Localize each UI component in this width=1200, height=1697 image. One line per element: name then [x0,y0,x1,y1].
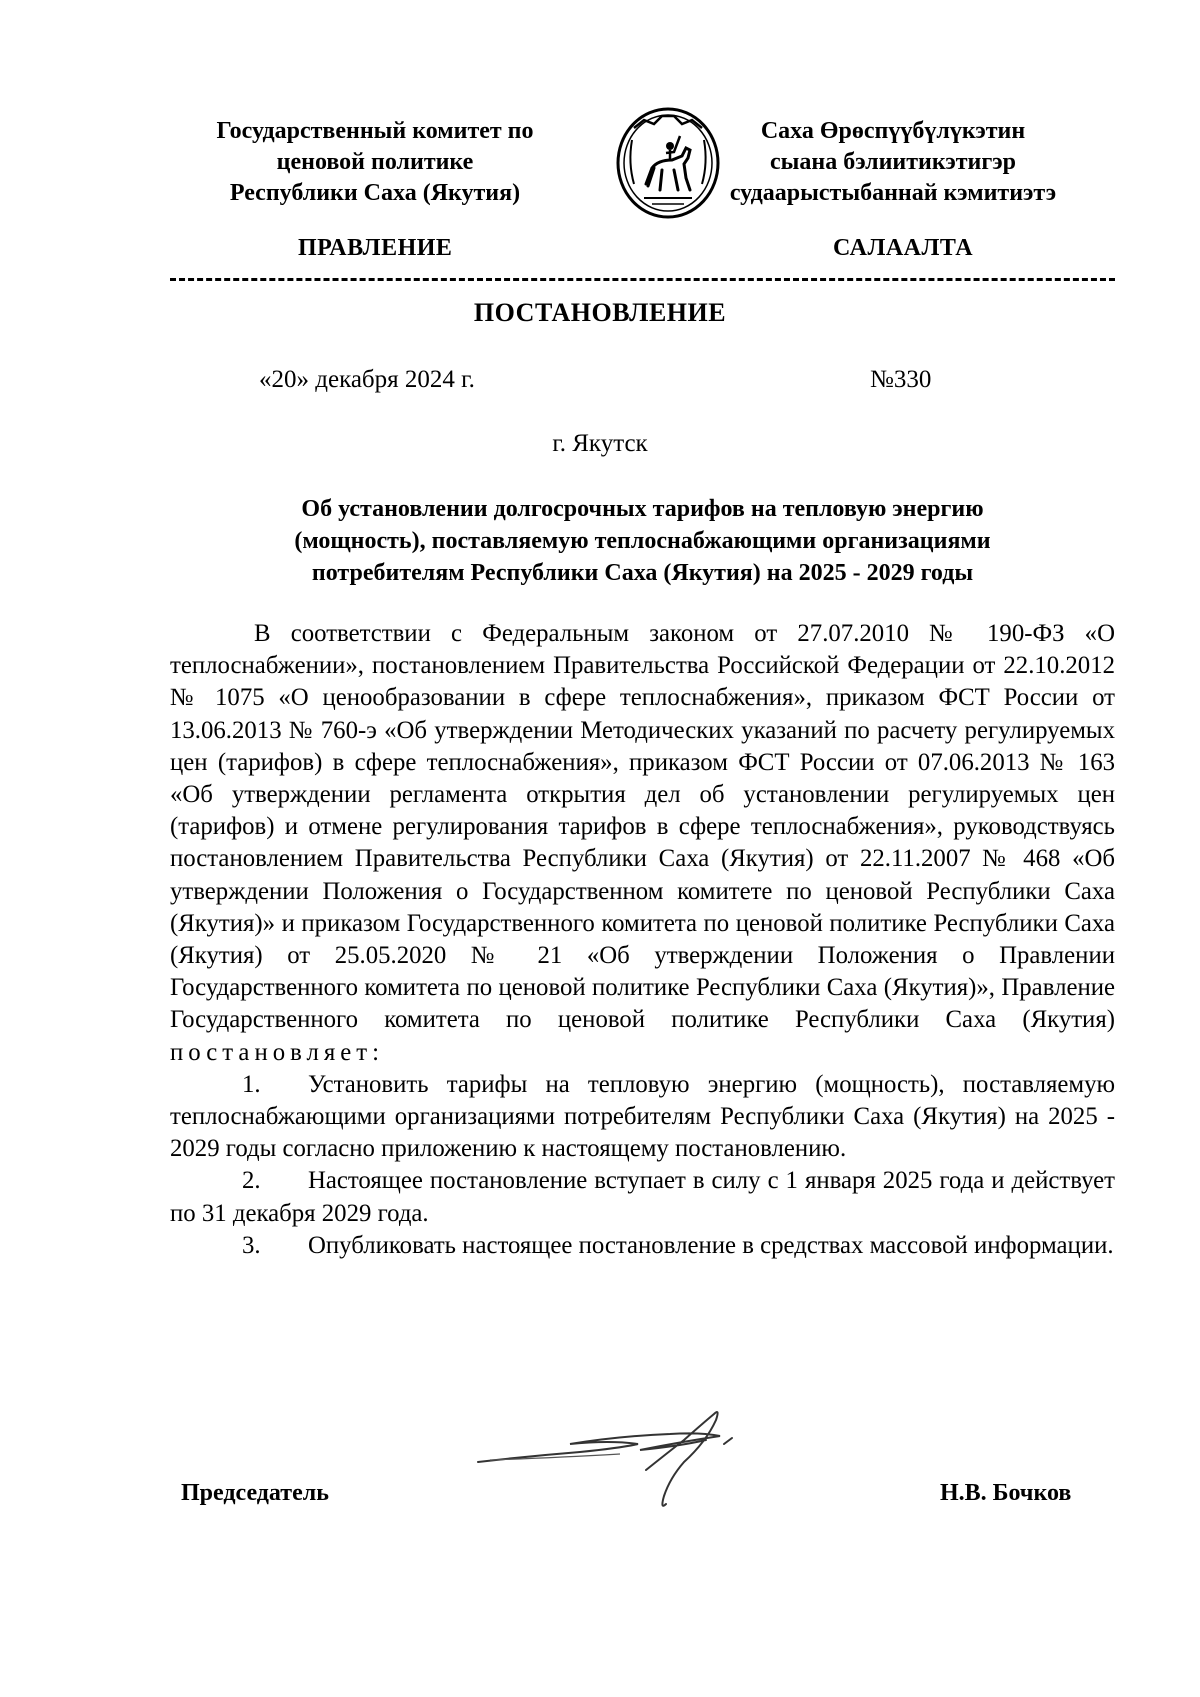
signatory-name: Н.В. Бочков [940,1480,1072,1506]
document-body [170,618,1115,1262]
issuer-sah-line-1: Саха Өрөспүүбүлүкэтин [760,118,1026,144]
dashed-divider [170,278,1115,281]
subject-line-3: потребителям Республики Саха (Якутия) на 2025 - 2029 годы [311,560,974,586]
decree-word: постановляет: [170,1038,384,1066]
issuer-name-russian [180,116,570,209]
board-label-yakut: САЛААЛТА [833,235,974,261]
resolution-item [170,1069,1115,1166]
coat-of-arms-icon [614,106,722,220]
preamble-text: В соответствии с Федеральным законом от 27.07.2010 № 190-ФЗ «О теплоснабжении», постановлением Правительства Российской Федерации от 22.10.2012 № 1075 «О ценообразовании в сфере теплоснабжения», приказом ФСТ России от 13.06.2013 № 760-э «Об утверждении Методических указаний по расчету регулируемых цен (тарифов) в сфере теплоснабжения», приказом ФСТ России от 07.06.2013 № 163 «Об утверждении регламента открытия дел об установлении регулируемых цен (тарифов) и отмене регулирования тарифов в сфере теплоснабжения», руководствуясь постановлением Правительства Республики Саха (Якутия) от 22.11.2007 № 468 «Об утверждении Положения о Государственном комитете по ценовой Республики Саха (Якутия)» и приказом Государственного комитета по ценовой политике Республики Саха (Якутия) от 25.05.2020 № 21 «Об утверждении Положения о Правлении Государственного комитета по ценовой политике Республики Саха (Якутия)», Правление Государственного комитета по ценовой политике Республики Саха (Якутия) [170,620,1115,1034]
item-text: Настоящее постановление вступает в силу с 1 января 2025 года и действует по 31 декабря 2029 года. [170,1167,1115,1227]
document-subject [170,493,1115,589]
item-number: 2. [242,1167,261,1195]
resolution-item [170,1165,1115,1229]
document-number: №330 [870,366,932,393]
preamble-paragraph [170,618,1115,1069]
item-text: Опубликовать настоящее постановление в средствах массовой информации. [308,1231,1114,1259]
issuer-ru-line-1: Государственный комитет по [216,118,534,144]
item-number: 1. [242,1070,261,1098]
document-date: «20» декабря 2024 г. [259,366,475,393]
issuer-ru-line-3: Республики Саха (Якутия) [229,180,521,206]
signatory-role: Председатель [181,1480,329,1506]
document-title: ПОСТАНОВЛЕНИЕ [473,298,727,327]
resolution-item [170,1230,1115,1262]
signature-icon [470,1400,790,1520]
issuer-sah-line-2: сыана бэлиитикэтигэр [769,149,1016,175]
issuer-ru-line-2: ценовой политике [276,149,474,175]
subject-line-1: Об установлении долгосрочных тарифов на тепловую энергию [301,496,984,522]
issuer-sah-line-3: судаарыстыбаннай кэмитиэтэ [729,180,1057,206]
item-text: Установить тарифы на тепловую энергию (мощность), поставляемую теплоснабжающими организациями потребителям Республики Саха (Якутия) на 2025 - 2029 годы согласно приложению к настоящему постановлению. [170,1070,1115,1163]
board-label-russian: ПРАВЛЕНИЕ [298,235,453,261]
document-city: г. Якутск [552,430,648,457]
issuer-name-yakut [718,116,1068,209]
subject-line-2: (мощность), поставляемую теплоснабжающими организациями [294,528,991,554]
item-number: 3. [242,1231,261,1259]
